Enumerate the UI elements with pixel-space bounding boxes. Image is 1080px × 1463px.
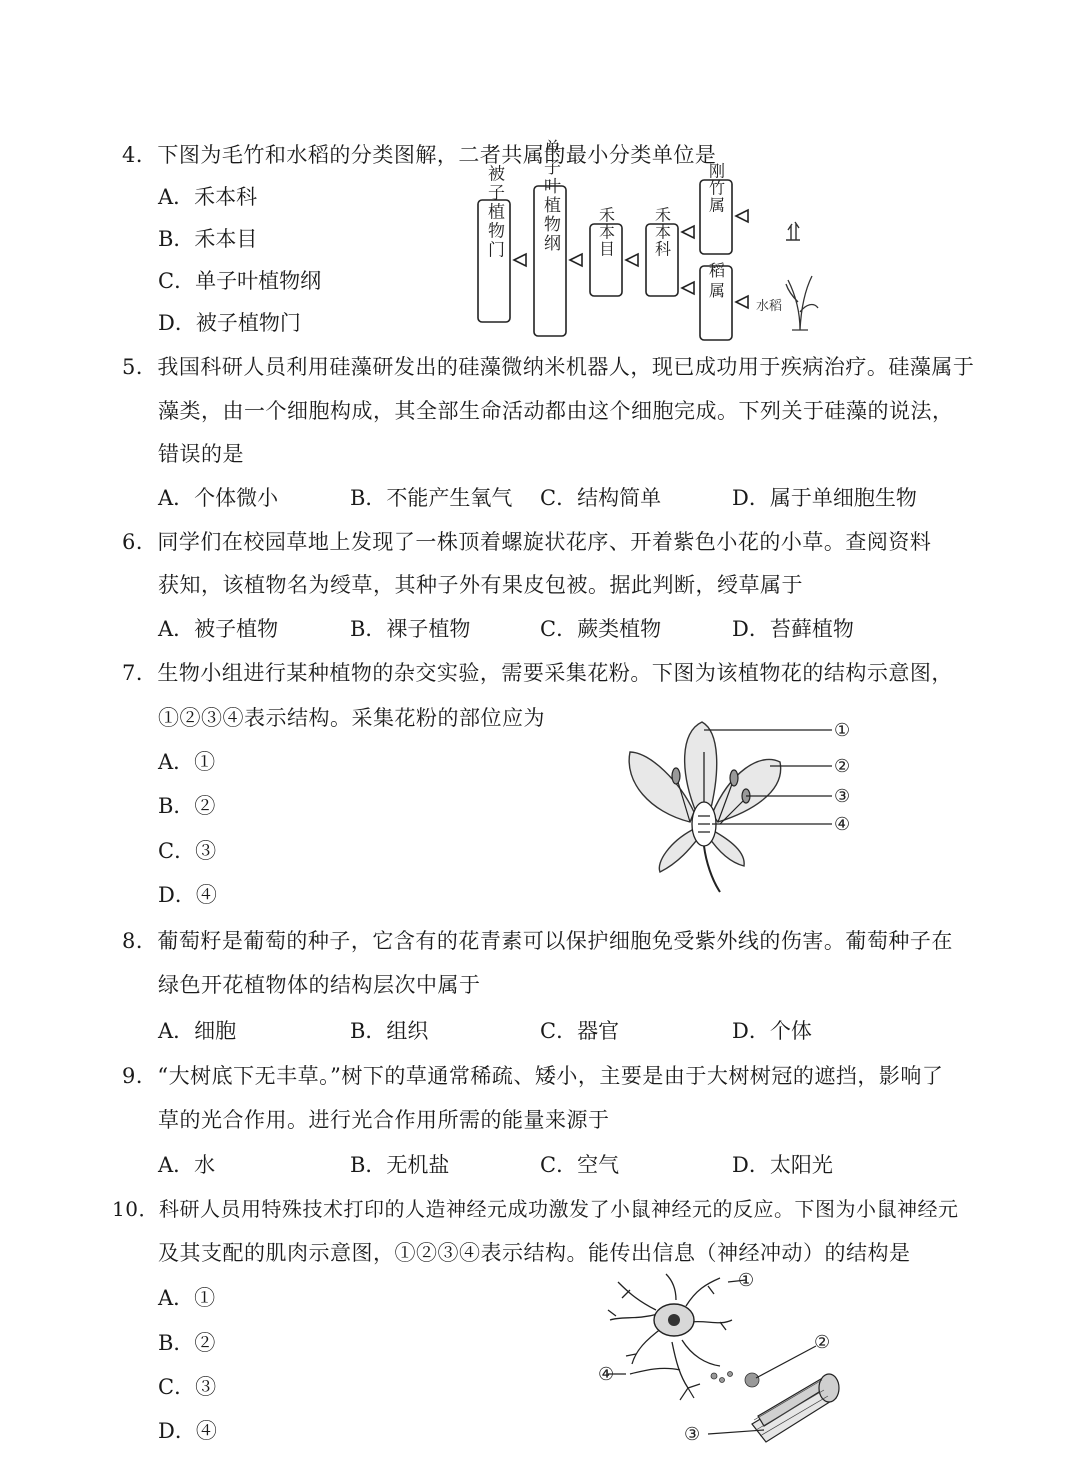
q9-line-2: 草的光合作用。进行光合作用所需的能量来源于 xyxy=(158,1108,610,1132)
q8-option-a: A．细胞 xyxy=(158,1019,237,1043)
q8-option-b: B．组织 xyxy=(350,1019,429,1043)
q4-option-a: A．禾本科 xyxy=(158,185,258,209)
classification-diagram xyxy=(470,139,830,347)
q6-line-1: 6．同学们在校园草地上发现了一株顶着螺旋状花序、开着紫色小花的小草。查阅资料 xyxy=(122,530,932,554)
q9-option-d: D．太阳光 xyxy=(732,1153,833,1177)
q9-option-c: C．空气 xyxy=(540,1153,620,1177)
q10-option-a: A．① xyxy=(158,1286,216,1310)
q8-line-2: 绿色开花植物体的结构层次中属于 xyxy=(158,973,481,997)
q5-option-d: D．属于单细胞生物 xyxy=(732,486,917,510)
q10-option-c: C．③ xyxy=(158,1375,217,1399)
flower-label-1: ① xyxy=(834,720,851,741)
q6-option-b: B．裸子植物 xyxy=(350,617,471,641)
q7-option-b: B．② xyxy=(158,794,216,818)
box-monocot: 单子叶植物纲 xyxy=(540,139,560,253)
q6-line-2: 获知，该植物名为绶草，其种子外有果皮包被。据此判断，绶草属于 xyxy=(158,573,803,597)
q7-option-d: D．④ xyxy=(158,883,217,907)
plant-label-rice: 水稻 xyxy=(756,299,783,314)
q5-option-a: A．个体微小 xyxy=(158,486,279,510)
neuron-label-2: ② xyxy=(814,1332,831,1353)
q5-option-b: B．不能产生氧气 xyxy=(350,486,513,510)
flower-label-2: ② xyxy=(834,756,851,777)
q8-option-c: C．器官 xyxy=(540,1019,620,1043)
q10-line-1: 10．科研人员用特殊技术打印的人造神经元成功激发了小鼠神经元的反应。下图为小鼠神经元 xyxy=(112,1197,959,1221)
q6-option-c: C．蕨类植物 xyxy=(540,617,662,641)
q6-option-a: A．被子植物 xyxy=(158,617,279,641)
q5-line-2: 藻类，由一个细胞构成，其全部生命活动都由这个细胞完成。下列关于硅藻的说法， xyxy=(158,399,954,423)
rice-sketch-icon xyxy=(786,276,818,330)
q10-line-2: 及其支配的肌肉示意图，①②③④表示结构。能传出信息（神经冲动）的结构是 xyxy=(158,1241,911,1265)
q4-option-b: B．禾本目 xyxy=(158,227,258,251)
q5-line-1: 5．我国科研人员利用硅藻研发出的硅藻微纳米机器人，现已成功用于疾病治疗。硅藻属于 xyxy=(122,355,975,379)
q10-option-b: B．② xyxy=(158,1331,216,1355)
q7-option-a: A．① xyxy=(158,750,216,774)
q4-option-c: C．单子叶植物纲 xyxy=(158,269,322,293)
q9-option-b: B．无机盐 xyxy=(350,1153,450,1177)
neuron-muscle-diagram xyxy=(596,1270,846,1456)
neuron-label-4: ④ xyxy=(598,1364,615,1385)
q7-option-c: C．③ xyxy=(158,839,217,863)
neuron-label-3: ③ xyxy=(684,1424,701,1445)
box-phyllostachys: 刚竹属 xyxy=(706,162,726,214)
flower-structure-diagram xyxy=(620,712,870,898)
box-oryza: 稻属 xyxy=(706,262,726,302)
q7-line-2: ①②③④表示结构。采集花粉的部位应为 xyxy=(158,706,545,730)
q4-stem: 4．下图为毛竹和水稻的分类图解，二者共属的最小分类单位是 xyxy=(122,143,717,167)
flower-label-3: ③ xyxy=(834,786,851,807)
q5-line-3: 错误的是 xyxy=(158,442,244,466)
q4-option-d: D．被子植物门 xyxy=(158,311,301,335)
q9-line-1: 9．“大树底下无丰草。”树下的草通常稀疏、矮小，主要是由于大树树冠的遮挡，影响了 xyxy=(122,1064,944,1088)
q8-option-d: D．个体 xyxy=(732,1019,812,1043)
flower-label-4: ④ xyxy=(834,814,851,835)
q6-option-d: D．苔藓植物 xyxy=(732,617,854,641)
q10-option-d: D．④ xyxy=(158,1419,217,1443)
bamboo-sketch-icon xyxy=(786,222,800,240)
q5-option-c: C．结构简单 xyxy=(540,486,662,510)
q8-line-1: 8．葡萄籽是葡萄的种子，它含有的花青素可以保护细胞免受紫外线的伤害。葡萄种子在 xyxy=(122,929,953,953)
box-angiosperm: 被子植物门 xyxy=(484,164,504,260)
q7-line-1: 7．生物小组进行某种植物的杂交实验，需要采集花粉。下图为该植物花的结构示意图， xyxy=(122,661,953,685)
q9-option-a: A．水 xyxy=(158,1153,216,1177)
neuron-label-1: ① xyxy=(738,1270,755,1291)
box-poales: 禾本目 xyxy=(596,206,616,258)
box-poaceae: 禾本科 xyxy=(652,206,672,258)
